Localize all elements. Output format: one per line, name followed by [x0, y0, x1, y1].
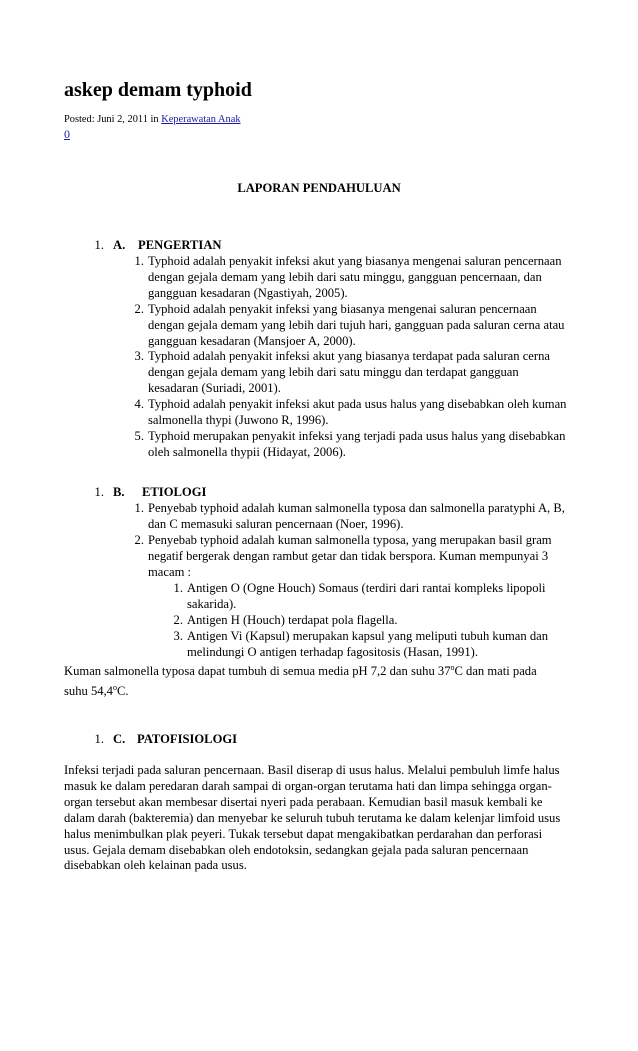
item-text: Penyebab typhoid adalah kuman salmonella typosa dan salmonella paratyphi A, B, dan C memasuki saluran pencernaan (Noer, 1996).	[148, 501, 565, 531]
etiologi-list	[134, 501, 573, 581]
note-text: C.	[116, 684, 129, 699]
note-text: Kuman salmonella typosa dapat tumbuh di semua media pH 7,2 dan suhu 37	[64, 664, 451, 679]
list-item	[134, 532, 573, 581]
item-number: 3.	[173, 628, 183, 643]
note-text: C dan mati pada suhu 54,4	[64, 664, 537, 699]
item-text: Typhoid adalah penyakit infeksi yang biasanya mengenai saluran pencernaan dengan gejala demam yang lebih dari tujuh hari, gangguan pada saluran cerna atau gangguan kesadaran (Mansjoer A, 2000).	[148, 301, 565, 348]
antigen-list	[173, 581, 573, 661]
section-number: 1.	[94, 238, 104, 252]
report-title: LAPORAN PENDAHULUAN	[237, 181, 401, 195]
patofisiologi-paragraph: Infeksi terjadi pada saluran pencernaan. Basil diserap di usus halus. Melalui pembuluh limfe halus masuk ke dalam peredaran darah sampai di organ-organ terutama hati dan limpa sehingga organ-organ tersebut akan membesar disertai nyeri pada perabaan. Kemudian basil masuk kembali ke dalam darah (bakteremia) dan menyebar ke seluruh tubuh terutama ke dalam kelenjar limfoid usus halus menimbulkan plak peyeri. Tukak tersebut dapat mengakibatkan perdarahan dan perforasi usus. Gejala demam disebabkan oleh endotoksin, sedangkan gejala pada saluran pencernaan disebabkan oleh kelainan pada usus.	[64, 763, 561, 873]
list-item	[134, 349, 570, 397]
list-item	[134, 254, 570, 302]
item-text: Typhoid adalah penyakit infeksi akut yang biasanya terdapat pada saluran cerna dengan gejala demam yang lebih dari satu minggu dan terdapat gangguan kesadaran (Suriadi, 2001).	[148, 349, 550, 396]
item-number: 3.	[134, 349, 144, 364]
section-letter: C.	[113, 732, 126, 746]
section-letter: B.	[113, 485, 125, 499]
section-heading-patofisiologi: PATOFISIOLOGI	[137, 732, 238, 746]
list-item	[173, 581, 573, 613]
item-number: 1.	[173, 581, 183, 595]
pengertian-list	[134, 254, 570, 461]
item-number: 5.	[134, 428, 144, 443]
item-text: Typhoid adalah penyakit infeksi akut pada usus halus yang disebabkan oleh kuman salmonella thypi (Juwono R, 1996).	[148, 397, 567, 428]
item-number: 1.	[134, 254, 144, 268]
item-text: Antigen Vi (Kapsul) merupakan kapsul yang meliputi tubuh kuman dan melindungi O antigen terhadap fagositosis (Hasan, 1991).	[187, 628, 549, 659]
comment-count-link[interactable]: 0	[64, 127, 70, 141]
post-title: askep demam typhoid	[64, 79, 252, 101]
section-heading-pengertian: PENGERTIAN	[138, 238, 222, 252]
item-text: Antigen O (Ogne Houch) Somaus (terdiri dari rantai kompleks lipopoli sakarida).	[187, 581, 546, 611]
posted-date: Posted: Juni 2, 2011 in	[64, 114, 162, 125]
section-letter: A.	[113, 238, 126, 252]
list-item	[134, 501, 573, 533]
item-number: 4.	[134, 397, 144, 412]
category-link[interactable]: Keperawatan Anak	[161, 114, 241, 125]
item-text: Typhoid adalah penyakit infeksi akut yang biasanya mengenai saluran pencernaan dengan gejala demam yang lebih dari satu minggu, gangguan pencernaan, dan gangguan kesadaran (Ngastiyah, 2005).	[148, 254, 562, 300]
list-item	[134, 301, 570, 350]
superscript: o	[112, 683, 117, 693]
item-number: 2.	[134, 301, 144, 316]
superscript: o	[450, 663, 455, 672]
item-text: Typhoid merupakan penyakit infeksi yang terjadi pada usus halus yang disebabkan oleh salmonella thypii (Hidayat, 2006).	[148, 428, 566, 459]
item-number: 2.	[173, 612, 183, 627]
section-number: 1.	[94, 732, 104, 746]
item-number: 2.	[134, 532, 144, 547]
list-item	[173, 628, 573, 661]
item-text: Penyebab typhoid adalah kuman salmonella typosa, yang merupakan basil gram negatif bergerak dengan rambut getar dan tidak berspora. Kuman mempunyai 3 macam :	[148, 532, 552, 579]
list-item	[134, 397, 570, 429]
comment-count	[64, 127, 70, 141]
section-heading-etiologi: ETIOLOGI	[142, 485, 207, 499]
section-number: 1.	[94, 485, 104, 499]
salmonella-note	[64, 660, 544, 700]
post-meta	[64, 113, 241, 126]
item-text: Antigen H (Houch) terdapat pola flagella.	[187, 612, 398, 627]
item-number: 1.	[134, 501, 144, 515]
list-item	[173, 612, 573, 629]
list-item	[134, 428, 570, 461]
